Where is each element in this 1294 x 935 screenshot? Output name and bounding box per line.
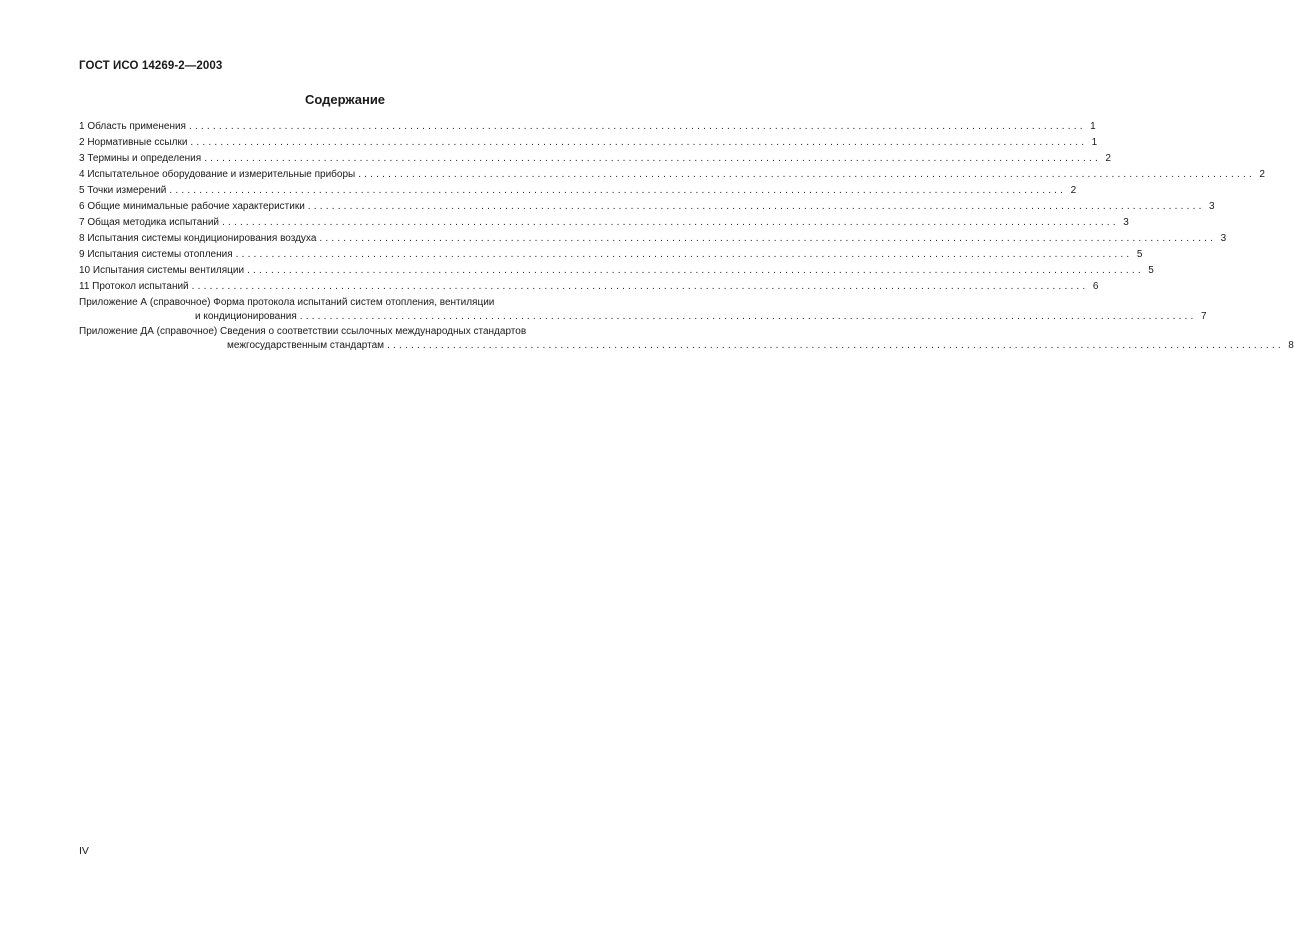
toc-entry[interactable] [79,215,1129,231]
toc-entry[interactable] [79,263,1154,279]
toc-entry[interactable] [79,135,1098,151]
toc-entry-label: 9 Испытания системы отопления [79,249,233,260]
toc-entry-label: 8 Испытания системы кондиционирования воздуха [79,233,317,244]
toc-entry-page: 2 [1105,153,1111,164]
toc-leader-dots: ...................................................................................................................................................... [235,249,1133,260]
toc-leader-dots: ...................................................................................................................................................... [169,185,1067,196]
toc-appendix-title-cont: и кондиционирования [195,311,297,322]
page-number: IV [79,845,89,857]
toc-entry-label: 2 Нормативные ссылки [79,137,188,148]
document-id: ГОСТ ИСО 14269-2—2003 [79,60,223,72]
toc-leader-dots: ...................................................................................................................................................... [387,340,1284,351]
toc-entry[interactable] [79,231,1227,247]
toc-entry-page: 2 [1070,185,1077,196]
toc-entry[interactable] [79,119,1096,135]
toc-entry-page: 3 [1208,201,1215,212]
toc-entry[interactable] [79,199,1215,215]
toc-appendix-title: Приложение А (справочное) Форма протокола испытаний систем отопления, вентиляции [79,297,495,308]
toc-entry-label: 3 Термины и определения [79,153,202,164]
toc-entry-label: 4 Испытательное оборудование и измерительные приборы [79,169,356,180]
toc-entry-page: 3 [1220,233,1227,244]
toc-leader-dots: ...................................................................................................................................................... [319,233,1217,244]
toc-entry-page: 1 [1091,137,1098,148]
toc-entry-page: 7 [1200,311,1207,322]
toc-leader-dots: ...................................................................................................................................................... [191,281,1089,292]
toc-entry-page: 6 [1092,281,1099,292]
toc-appendix-title: Приложение ДА (справочное) Сведения о соответствии ссылочных международных стандартов [79,326,527,337]
toc-leader-dots: ...................................................................................................................................................... [188,121,1086,132]
toc-appendix-continuation [79,310,1207,324]
toc-entry-page: 2 [1259,169,1265,180]
toc-leader-dots: ...................................................................................................................................................... [307,201,1205,212]
toc-leader-dots: ...................................................................................................................................................... [190,137,1088,148]
toc-leader-dots: ...................................................................................................................................................... [358,169,1255,180]
toc-leader-dots: ...................................................................................................................................................... [299,311,1197,322]
toc-appendix-entry[interactable] [79,325,1294,353]
toc-entry-page: 8 [1288,340,1294,351]
toc-entry-label: 1 Область применения [79,121,186,132]
toc-entry-label: 6 Общие минимальные рабочие характеристики [79,201,305,212]
toc-entry-label: 11 Протокол испытаний [79,281,189,292]
toc-entry-label: 5 Точки измерений [79,185,167,196]
toc-leader-dots: ...................................................................................................................................................... [247,265,1144,276]
table-of-contents [79,119,1294,353]
toc-entry-page: 1 [1090,121,1096,132]
toc-entry[interactable] [79,247,1143,263]
toc-entry[interactable] [79,151,1111,167]
toc-leader-dots: ...................................................................................................................................................... [204,153,1101,164]
toc-entry-label: 10 Испытания системы вентиляции [79,265,245,276]
toc-entry-label: 7 Общая методика испытаний [79,217,220,228]
toc-entry[interactable] [79,167,1265,183]
toc-entry-page: 5 [1136,249,1143,260]
toc-appendix-entry[interactable] [79,296,1207,324]
toc-appendix-continuation [79,339,1294,353]
toc-entry[interactable] [79,183,1077,199]
toc-leader-dots: ...................................................................................................................................................... [222,217,1119,228]
toc-entry[interactable] [79,279,1099,295]
toc-title: Содержание [304,92,386,107]
toc-entry-page: 5 [1148,265,1154,276]
toc-entry-page: 3 [1123,217,1129,228]
toc-appendix-title-cont: межгосударственным стандартам [227,340,385,351]
